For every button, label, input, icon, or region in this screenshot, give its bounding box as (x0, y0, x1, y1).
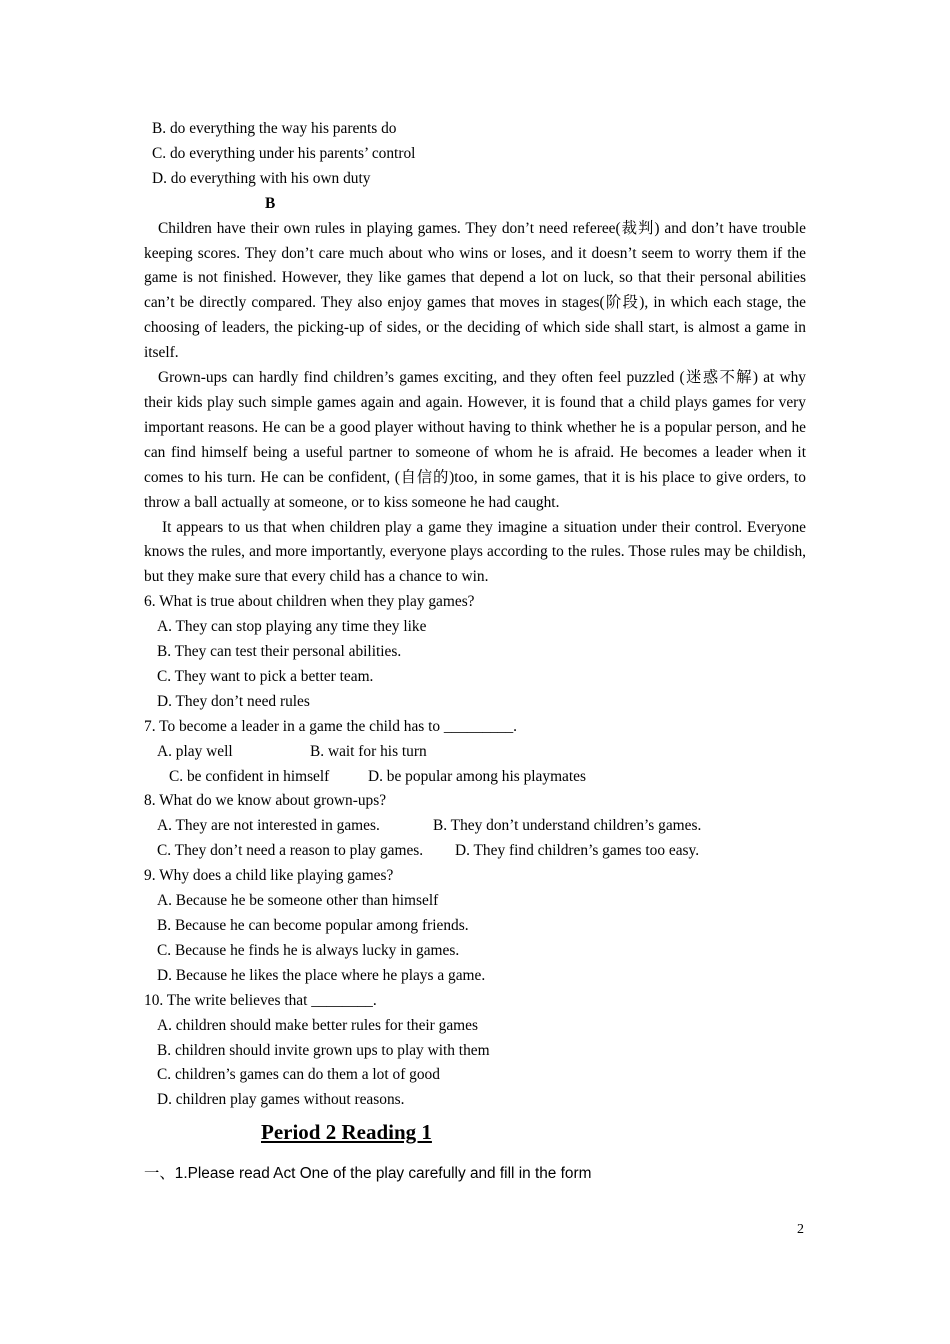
period-title: Period 2 Reading 1 (261, 1120, 432, 1145)
question-10-option-b: B. children should invite grown ups to play with them (157, 1041, 490, 1059)
question-6-option-c: C. They want to pick a better team. (157, 667, 374, 685)
question-6-option-d: D. They don’t need rules (157, 692, 310, 710)
question-6-option-b: B. They can test their personal abilities. (157, 643, 402, 661)
question-8-row-2 (144, 839, 806, 864)
question-8-stem: 8. What do we know about grown-ups? (144, 792, 387, 810)
question-7-row-1 (144, 740, 806, 765)
question-8-option-c: C. They don’t need a reason to play games. (157, 842, 424, 860)
question-9-option-c: C. Because he finds he is always lucky in games. (157, 941, 460, 959)
question-7-option-a: A. play well (157, 742, 233, 760)
prev-option-c: C. do everything under his parents’ control (152, 144, 416, 162)
prev-option-b: B. do everything the way his parents do (152, 120, 397, 137)
section-label: B (265, 194, 276, 212)
question-8-row-1 (144, 814, 806, 839)
question-6-stem: 6. What is true about children when they play games? (144, 593, 475, 611)
question-7-option-b: B. wait for his turn (310, 742, 427, 760)
page-number: 2 (797, 1222, 804, 1237)
question-7-row-2 (144, 765, 806, 790)
question-6-option-a: A. They can stop playing any time they like (157, 618, 427, 636)
page-content (144, 117, 806, 1201)
question-10-stem: 10. The write believes that ________. (144, 991, 377, 1009)
question-8-option-d: D. They find children’s games too easy. (455, 842, 700, 860)
question-8-option-b: B. They don’t understand children’s games. (433, 817, 702, 835)
question-10-option-c: C. children’s games can do them a lot of good (157, 1066, 440, 1084)
task-instruction: 一、1.Please read Act One of the play carefully and fill in the form (144, 1165, 592, 1183)
prev-option-d: D. do everything with his own duty (152, 169, 371, 187)
question-9-stem: 9. Why does a child like playing games? (144, 867, 394, 885)
question-7-option-c: C. be confident in himself (169, 767, 330, 785)
question-9-option-d: D. Because he likes the place where he plays a game. (157, 966, 486, 984)
question-7-option-d: D. be popular among his playmates (368, 767, 586, 785)
question-8-option-a: A. They are not interested in games. (157, 817, 380, 835)
passage-paragraph-2: Grown-ups can hardly find children’s games exciting, and they often feel puzzled (迷惑不解) at why their kids play such simple games again and again. However, it is found that a child plays games for very important reasons. He can be a good player without having to think whether he is a popular person, and he can find himself being a useful partner to someone of whom he is afraid. He becomes a leader when it comes to his turn. He can be confident, (自信的)too, in some games, that it is his place to give orders, to throw a ball actually at someone, or to kiss someone he had caught. (144, 369, 806, 511)
question-9-option-a: A. Because he be someone other than himself (157, 892, 439, 910)
question-7-stem: 7. To become a leader in a game the child has to _________. (144, 717, 518, 735)
question-9-option-b: B. Because he can become popular among friends. (157, 917, 469, 934)
question-10-option-a: A. children should make better rules for their games (157, 1016, 478, 1034)
passage-paragraph-1: Children have their own rules in playing games. They don’t need referee(裁判) and don’t have trouble keeping scores. They don’t care much about who wins or loses, and it doesn’t seem to worry them if the game is not finished. However, they like games that depend a lot on luck, so that their personal abilities can’t be directly compared. They also enjoy games that moves in stages(阶段), in which each stage, the choosing of leaders, the picking-up of sides, or the deciding of which side shall start, is almost a game in itself. (144, 219, 806, 362)
passage-paragraph-3: It appears to us that when children play a game they imagine a situation under their control. Everyone knows the rules, and more importantly, everyone plays according to the rules. Those rules may be childish, but they make sure that every child has a chance to win. (144, 518, 806, 586)
question-10-option-d: D. children play games without reasons. (157, 1091, 405, 1109)
